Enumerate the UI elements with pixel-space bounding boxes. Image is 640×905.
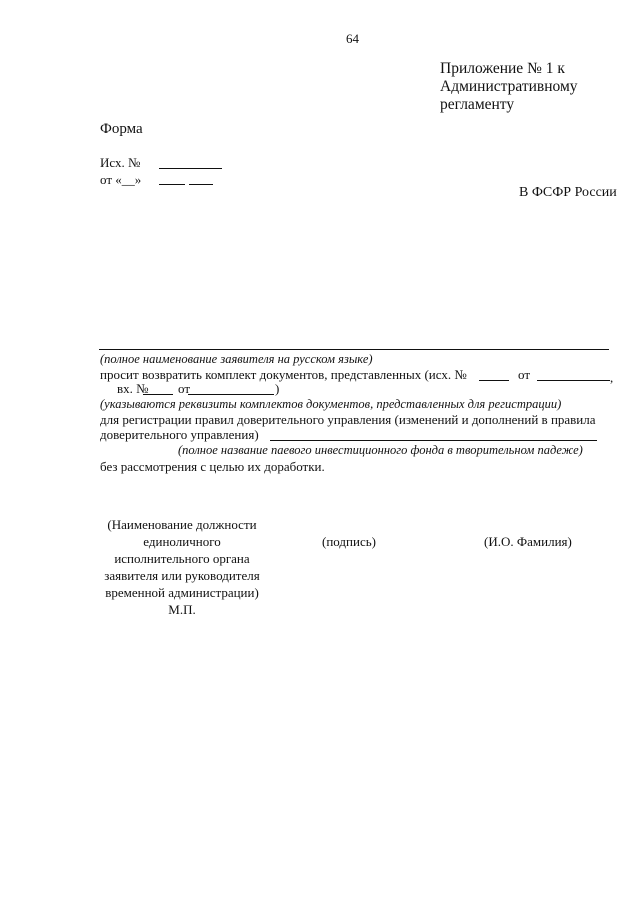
signature-label: (подпись): [322, 534, 376, 549]
form-label: Форма: [100, 121, 143, 137]
stamp-label: М.П.: [168, 602, 196, 617]
fund-name-line: [270, 440, 597, 441]
full-name-label: (И.О. Фамилия): [484, 534, 572, 549]
request-date-blank: [537, 380, 610, 381]
outgoing-date-month-blank: [159, 184, 185, 185]
appendix-line-2: Административному: [440, 78, 578, 95]
applicant-caption: (полное наименование заявителя на русском языке): [100, 352, 373, 366]
request-comma: ,: [610, 370, 614, 385]
fund-caption: (полное название паевого инвестиционного фонда в творительном падеже): [178, 443, 583, 457]
incoming-number-blank: [143, 394, 173, 395]
signatory-position: [91, 516, 273, 618]
outgoing-number-label: Исх. №: [100, 155, 141, 170]
appendix-line-1: Приложение № 1 к: [440, 60, 565, 77]
page-number: 64: [346, 31, 359, 46]
position-line-1: (Наименование должности: [107, 517, 257, 532]
outgoing-number-blank: [159, 168, 222, 169]
request-number-blank: [479, 380, 509, 381]
position-line-2: единоличного: [143, 534, 221, 549]
position-line-3: исполнительного органа: [114, 551, 250, 566]
incoming-date-blank: [188, 394, 274, 395]
purpose-line-1: для регистрации правил доверительного управления (изменений и дополнений в правила: [100, 412, 596, 427]
incoming-label: вх. №: [117, 381, 149, 396]
appendix-heading: [440, 60, 578, 114]
outgoing-number: [100, 155, 140, 171]
request-line: [100, 367, 467, 383]
outgoing-date: [100, 172, 141, 188]
position-line-5: временной администрации): [105, 585, 259, 600]
outgoing-date-label: от «__»: [100, 172, 142, 187]
requisites-caption: (указываются реквизиты комплектов документов, представленных для регистрации): [100, 397, 562, 411]
outgoing-date-year-blank: [189, 184, 213, 185]
applicant-name-line: [99, 349, 609, 350]
recipient: В ФСФР России: [519, 185, 617, 200]
purpose-line-2: доверительного управления): [100, 427, 259, 442]
incoming-paren: ): [275, 381, 280, 396]
appendix-line-3: регламенту: [440, 96, 515, 113]
incoming-from-label: от: [178, 381, 191, 396]
request-from-label: от: [518, 367, 531, 382]
closing-line: без рассмотрения с целью их доработки.: [100, 459, 325, 474]
request-text: просит возвратить комплект документов, представленных (исх. №: [100, 367, 467, 382]
position-line-4: заявителя или руководителя: [104, 568, 260, 583]
